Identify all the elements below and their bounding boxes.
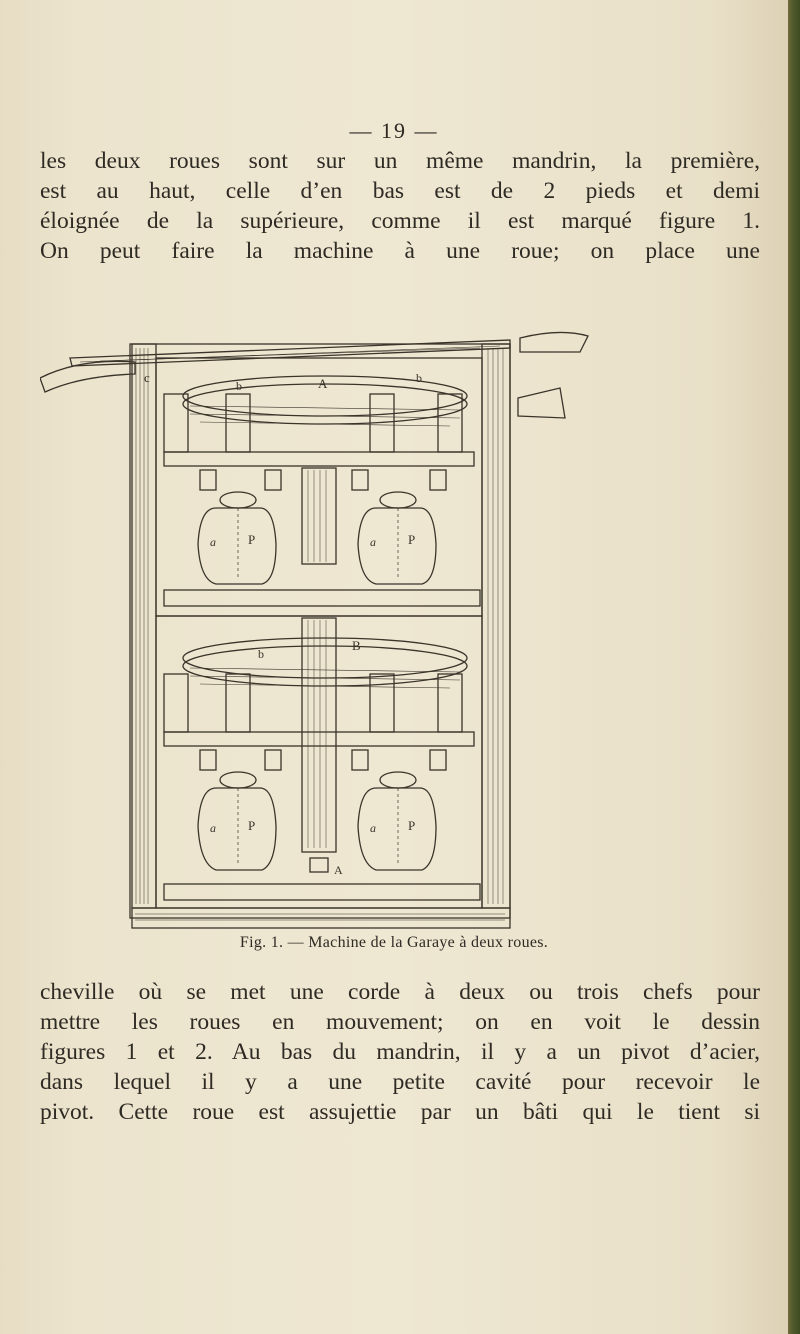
- engraving: [40, 318, 760, 948]
- text-line: pivot. Cette roue est assujettie par un bâti qui le tient si: [40, 1099, 760, 1125]
- text-line: les deux roues sont sur un même mandrin, la première,: [40, 148, 760, 174]
- paragraph-bottom: [40, 977, 760, 1127]
- label-P: P: [408, 532, 416, 547]
- label-A-upper: A: [318, 376, 328, 391]
- label-b-lower: b: [258, 647, 264, 661]
- label-P: P: [248, 818, 256, 833]
- figure-caption: Fig. 1. — Machine de la Garaye à deux roues.: [239, 934, 549, 951]
- label-P: P: [248, 532, 256, 547]
- label-b-upper: b: [236, 379, 242, 393]
- paragraph-top: [40, 146, 760, 266]
- text-line: On peut faire la machine à une roue; on place une: [40, 238, 760, 264]
- label-P: P: [408, 818, 416, 833]
- label-a: a: [210, 535, 216, 549]
- label-b-upper-right: b: [416, 371, 422, 385]
- label-B: B: [352, 638, 361, 653]
- label-a: a: [210, 821, 216, 835]
- text-line: cheville où se met une corde à deux ou trois chefs pour: [40, 979, 760, 1005]
- binding-edge: [788, 0, 800, 1334]
- page-number: — 19 —: [349, 118, 439, 143]
- text-line: figures 1 et 2. Au bas du mandrin, il y a un pivot d’acier,: [40, 1039, 760, 1065]
- label-A-lower: A: [334, 863, 343, 877]
- label-c: c: [144, 370, 150, 385]
- text-line: est au haut, celle d’en bas est de 2 pieds et demi: [40, 178, 760, 204]
- label-a: a: [370, 821, 376, 835]
- text-line: dans lequel il y a une petite cavité pour recevoir le: [40, 1069, 760, 1095]
- label-a: a: [370, 535, 376, 549]
- text-line: mettre les roues en mouvement; on en voit le dessin: [40, 1009, 760, 1035]
- machine-illustration: [40, 318, 760, 948]
- text-line: éloignée de la supérieure, comme il est marqué figure 1.: [40, 208, 760, 234]
